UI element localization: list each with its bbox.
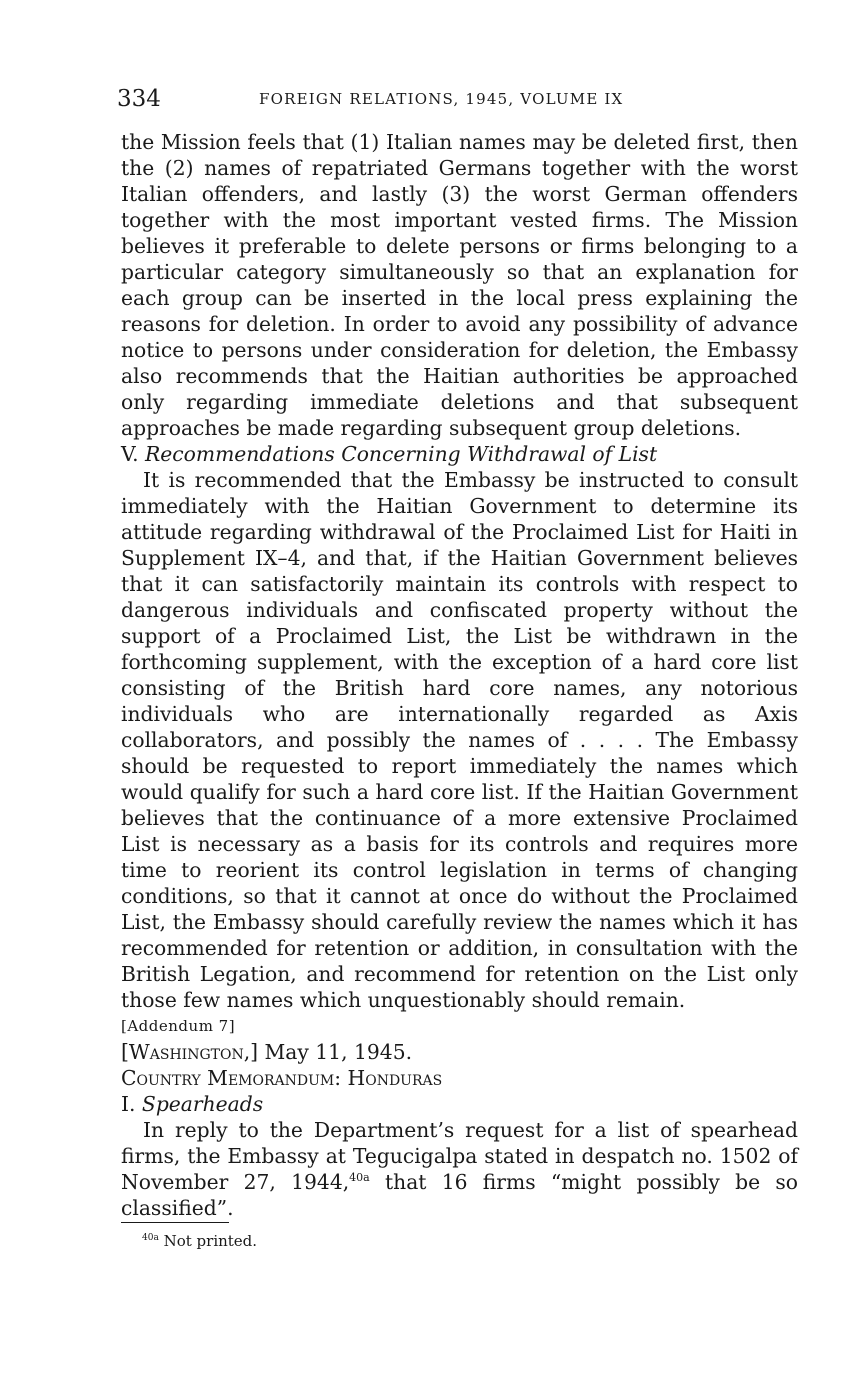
section-v-number: V. (121, 442, 139, 466)
section-i-title: Spearheads (141, 1092, 264, 1116)
spearheads-text-start: In reply to the Department’s request for a list of spearhead firms, the Embassy at Tegucigalpa stated in despatch no. 1502 of November 27, 1944, (121, 1118, 798, 1194)
footnote-reference: 40a (349, 1171, 370, 1185)
paragraph-mission-deletions: the Mission feels that (1) Italian names may be deleted first, then the (2) names of repatriated Germans together with the worst Italian offenders, and lastly (3) the worst German offenders together with the most important vested firms. The Mission believes it preferable to delete persons or firms belonging to a particular category simultaneously so that an explanation for each group can be inserted in the local press explaining the reasons for deletion. In order to avoid any possibility of advance notice to persons under consideration for deletion, the Embassy also recommends that the Haitian authorities be approached only regarding immediate deletions and that subsequent approaches be made regarding subsequent group deletions. (121, 130, 798, 440)
dateline-date: May 11, 1945. (264, 1040, 413, 1064)
spearheads-text-end: that 16 firms “might possibly be so classified”. (121, 1170, 798, 1220)
section-i-number: I. (121, 1092, 136, 1116)
paragraph-spearheads (121, 1117, 798, 1221)
footnote-text: Not printed. (158, 1232, 258, 1250)
memorandum-title (121, 1065, 798, 1091)
addendum-label: [Addendum 7] (121, 1017, 236, 1035)
footnote (142, 1232, 257, 1250)
section-v-heading (121, 441, 798, 467)
footnote-divider (121, 1222, 229, 1223)
memo-title-right: Honduras (347, 1066, 443, 1090)
dateline (121, 1039, 798, 1065)
section-v-title: Recommendations Concerning Withdrawal of List (145, 442, 658, 466)
page-number: 334 (117, 86, 161, 112)
body-text (121, 129, 798, 1221)
dateline-place: [Washington,] (121, 1040, 259, 1064)
running-title: FOREIGN RELATIONS, 1945, VOLUME IX (259, 90, 624, 108)
paragraph-withdrawal-recommendation: It is recommended that the Embassy be instructed to consult immediately with the Haitian Government to determine its attitude regarding withdrawal of the Proclaimed List for Haiti in Supplement IX–4, and that, if the Haitian Government believes that it can satisfactorily maintain its controls with respect to dangerous individuals and confiscated property without the support of a Proclaimed List, the List be withdrawn in the forthcoming supplement, with the exception of a hard core list consisting of the British hard core names, any notorious individuals who are internationally regarded as Axis collaborators, and possibly the names of . . . . The Embassy should be requested to report immediately the names which would qualify for such a hard core list. If the Haitian Government believes that the continuance of a more extensive Proclaimed List is necessary as a basis for its controls and requires more time to reorient its control legislation in terms of changing conditions, so that it cannot at once do without the Proclaimed List, the Embassy should carefully review the names which it has recommended for retention or addition, in consultation with the British Legation, and recommend for retention on the List only those few names which unquestionably should remain. (121, 468, 798, 1012)
memo-title-separator: : (334, 1066, 348, 1090)
footnote-marker: 40a (142, 1233, 159, 1243)
memo-title-left: Country Memorandum (121, 1066, 335, 1090)
section-i-heading (121, 1091, 798, 1117)
page-header (117, 86, 800, 114)
